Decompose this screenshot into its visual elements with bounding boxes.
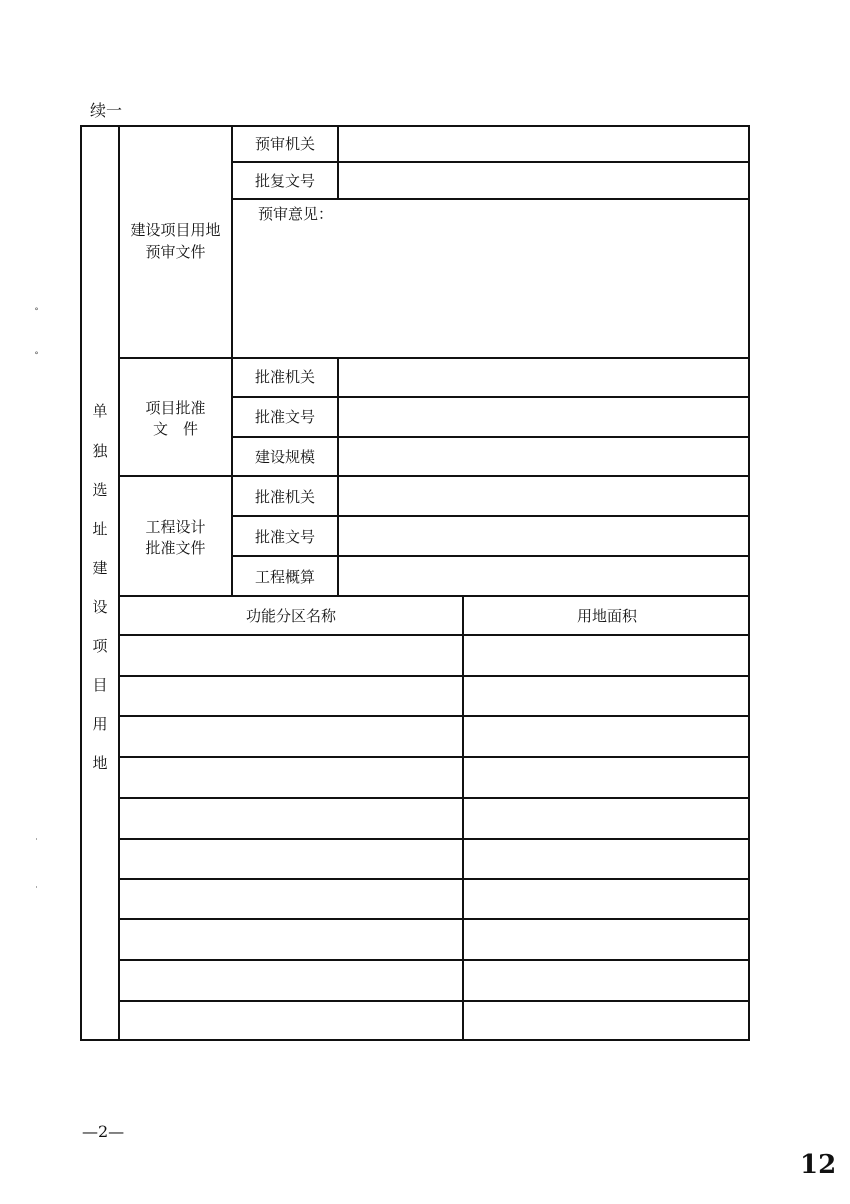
- input-design-authority[interactable]: [339, 477, 748, 514]
- divider: [118, 838, 750, 840]
- divider: [118, 715, 750, 717]
- continuation-label: 续一: [90, 101, 123, 120]
- field-label-reply-number: 批复文号: [254, 172, 315, 190]
- input-review-authority[interactable]: [339, 127, 748, 160]
- field-label-design-authority: 批准机关: [254, 488, 315, 506]
- input-approval-number[interactable]: [339, 398, 748, 435]
- column-header-zone-name: 功能分区名称: [245, 607, 336, 625]
- scan-mark: ˚: [34, 352, 39, 363]
- side-label-char: 独: [92, 442, 108, 460]
- field-label-design-number: 批准文号: [254, 528, 315, 546]
- corner-number: 12: [800, 1150, 837, 1180]
- field-label-budget: 工程概算: [254, 568, 315, 586]
- side-label-char: 单: [92, 402, 108, 420]
- side-label-char: 建: [92, 559, 108, 577]
- input-budget[interactable]: [339, 557, 748, 594]
- section-label-project-2: 文 件: [152, 420, 198, 438]
- divider: [118, 918, 750, 920]
- divider: [118, 878, 750, 880]
- side-label-char: 用: [92, 715, 108, 733]
- opinion-label: 预审意见：: [258, 205, 334, 223]
- side-label-char: 选: [92, 481, 108, 499]
- input-approval-authority[interactable]: [339, 359, 748, 395]
- scan-mark: ˚: [34, 308, 39, 319]
- field-label-approval-authority: 批准机关: [254, 368, 315, 386]
- field-label-approval-number: 批准文号: [254, 408, 315, 426]
- divider: [118, 756, 750, 758]
- divider: [118, 797, 750, 799]
- side-label-char: 地: [92, 754, 108, 772]
- input-design-number[interactable]: [339, 517, 748, 554]
- side-label-char: 项: [92, 637, 108, 655]
- divider: [462, 595, 464, 1041]
- section-label-design-1: 工程设计: [145, 518, 206, 536]
- side-label-char: 目: [92, 676, 108, 694]
- divider: [231, 125, 233, 595]
- side-label-char: 设: [92, 598, 108, 616]
- page-number: —2—: [82, 1122, 125, 1141]
- opinion-area[interactable]: [233, 228, 748, 355]
- divider: [118, 634, 750, 636]
- divider: [118, 959, 750, 961]
- section-label-pre-review-1: 建设项目用地: [130, 221, 221, 239]
- field-label-review-authority: 预审机关: [254, 135, 315, 153]
- scan-mark: ˙: [34, 838, 39, 849]
- section-label-design-2: 批准文件: [145, 539, 206, 557]
- divider: [231, 198, 750, 200]
- divider: [118, 595, 750, 597]
- side-label-char: 址: [92, 520, 108, 538]
- section-label-project-1: 项目批准: [145, 399, 206, 417]
- column-header-land-area: 用地面积: [576, 607, 637, 625]
- divider: [118, 675, 750, 677]
- input-construction-scale[interactable]: [339, 438, 748, 474]
- input-reply-number[interactable]: [339, 163, 748, 197]
- field-label-construction-scale: 建设规模: [254, 448, 315, 466]
- section-label-pre-review-2: 预审文件: [145, 243, 206, 261]
- divider: [118, 1000, 750, 1002]
- scan-mark: ˙: [34, 886, 39, 897]
